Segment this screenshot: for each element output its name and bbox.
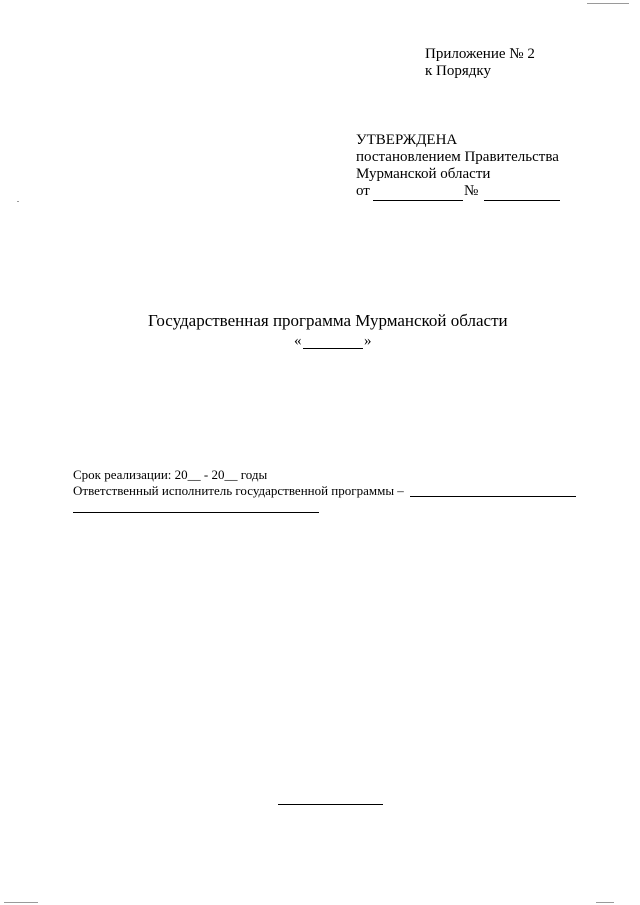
responsible-executor-label: Ответственный исполнитель государственной программы – (73, 483, 404, 498)
approval-heading: УТВЕРЖДЕНА (356, 132, 458, 148)
approval-line-1: постановлением Правительства (356, 149, 559, 165)
approval-number-blank (484, 200, 560, 201)
program-title: Государственная программа Мурманской области (148, 311, 508, 330)
program-name-quote-close: » (364, 333, 372, 349)
scan-mark-bottom-right (596, 902, 614, 903)
appendix-line-1: Приложение № 2 (425, 46, 535, 62)
scan-mark-bottom-left (4, 902, 38, 903)
implementation-period: Срок реализации: 20__ - 20__ годы (73, 467, 268, 482)
approval-number-sign: № (464, 183, 479, 199)
scan-dot-left (17, 201, 19, 202)
approval-line-2: Мурманской области (356, 166, 491, 182)
closing-rule (278, 804, 383, 805)
responsible-executor-blank-2 (73, 512, 319, 513)
approval-date-blank (373, 200, 463, 201)
program-name-quote-open: « (294, 333, 302, 349)
appendix-line-2: к Порядку (425, 63, 491, 79)
program-name-blank (303, 348, 363, 349)
responsible-executor-blank-1 (410, 496, 576, 497)
scan-mark-top-right (587, 3, 629, 4)
approval-date-prefix: от (356, 183, 370, 199)
